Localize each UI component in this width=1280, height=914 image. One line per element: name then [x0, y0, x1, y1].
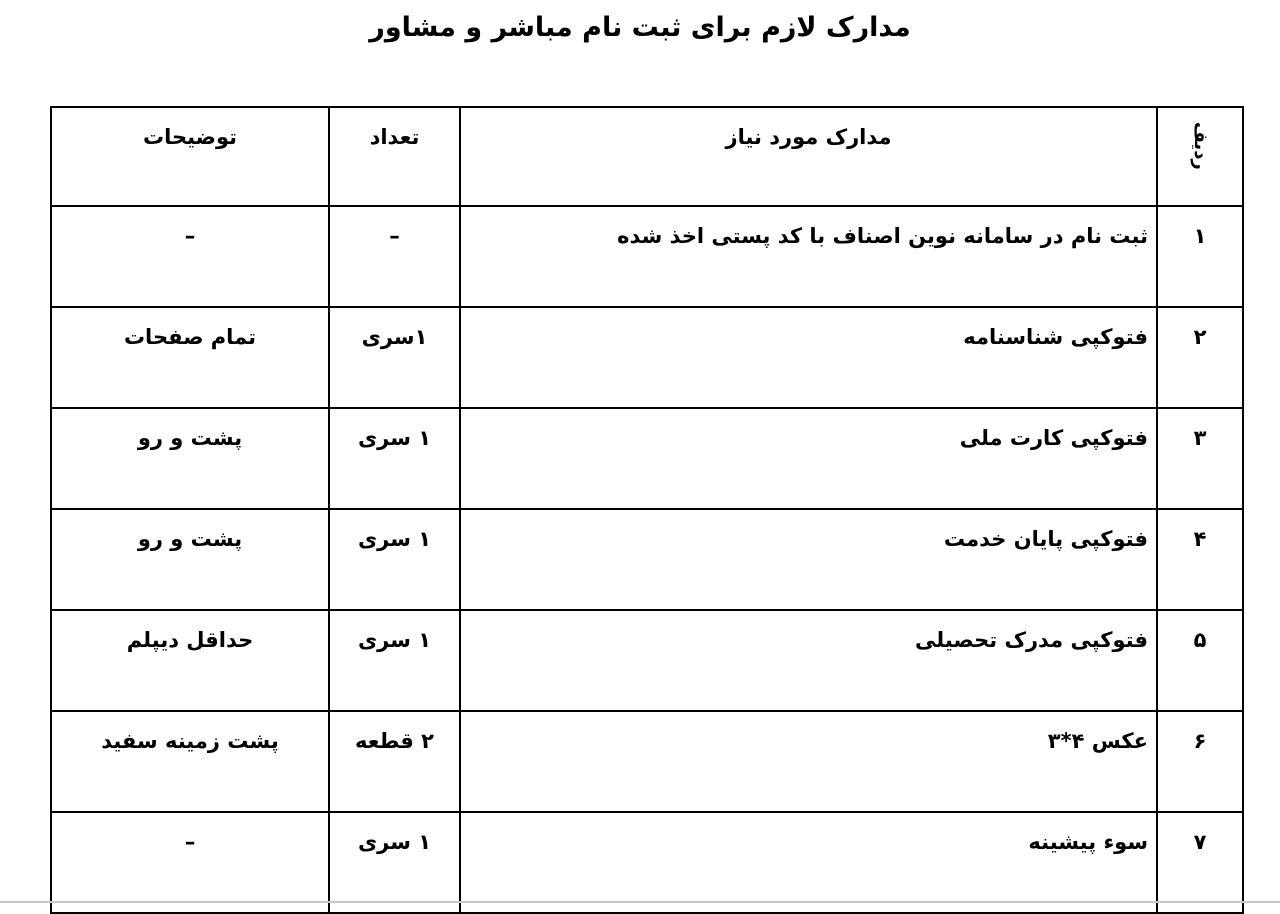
header-document: مدارک مورد نیاز — [460, 107, 1157, 206]
row-document: ثبت نام در سامانه نوین اصناف با کد پستی اخذ شده — [460, 206, 1157, 307]
header-row-number-label: ردیف — [1190, 122, 1211, 170]
row-number: ۷ — [1157, 812, 1243, 913]
row-notes: پشت و رو — [51, 408, 329, 509]
row-count: ۱ سری — [329, 610, 460, 711]
table-header-row — [51, 107, 1243, 206]
row-count: ۱ سری — [329, 509, 460, 610]
row-notes: حداقل دیپلم — [51, 610, 329, 711]
table-row — [51, 711, 1243, 812]
row-notes: پشت و رو — [51, 509, 329, 610]
table-row — [51, 610, 1243, 711]
row-notes: تمام صفحات — [51, 307, 329, 408]
row-count: ۱ سری — [329, 812, 460, 913]
row-notes: – — [51, 812, 329, 913]
row-notes: پشت زمینه سفید — [51, 711, 329, 812]
row-document: فتوکپی شناسنامه — [460, 307, 1157, 408]
page-bottom-divider — [0, 901, 1280, 903]
row-count: ۲ قطعه — [329, 711, 460, 812]
table-row — [51, 408, 1243, 509]
row-document: فتوکپی مدرک تحصیلی — [460, 610, 1157, 711]
page-title: مدارک لازم برای ثبت نام مباشر و مشاور — [369, 12, 911, 43]
row-number: ۶ — [1157, 711, 1243, 812]
row-number: ۵ — [1157, 610, 1243, 711]
row-count: – — [329, 206, 460, 307]
row-document: فتوکپی پایان خدمت — [460, 509, 1157, 610]
table-row — [51, 812, 1243, 913]
row-number: ۴ — [1157, 509, 1243, 610]
row-number: ۳ — [1157, 408, 1243, 509]
table-row — [51, 509, 1243, 610]
table-row — [51, 206, 1243, 307]
row-document: سوء پیشینه — [460, 812, 1157, 913]
row-notes: – — [51, 206, 329, 307]
row-document: عکس ۴*۳ — [460, 711, 1157, 812]
row-count: ۱سری — [329, 307, 460, 408]
header-row-number — [1157, 107, 1243, 206]
header-notes: توضیحات — [51, 107, 329, 206]
row-number: ۱ — [1157, 206, 1243, 307]
header-count: تعداد — [329, 107, 460, 206]
row-number: ۲ — [1157, 307, 1243, 408]
row-count: ۱ سری — [329, 408, 460, 509]
required-documents-table — [50, 106, 1244, 914]
table-row — [51, 307, 1243, 408]
row-document: فتوکپی کارت ملی — [460, 408, 1157, 509]
